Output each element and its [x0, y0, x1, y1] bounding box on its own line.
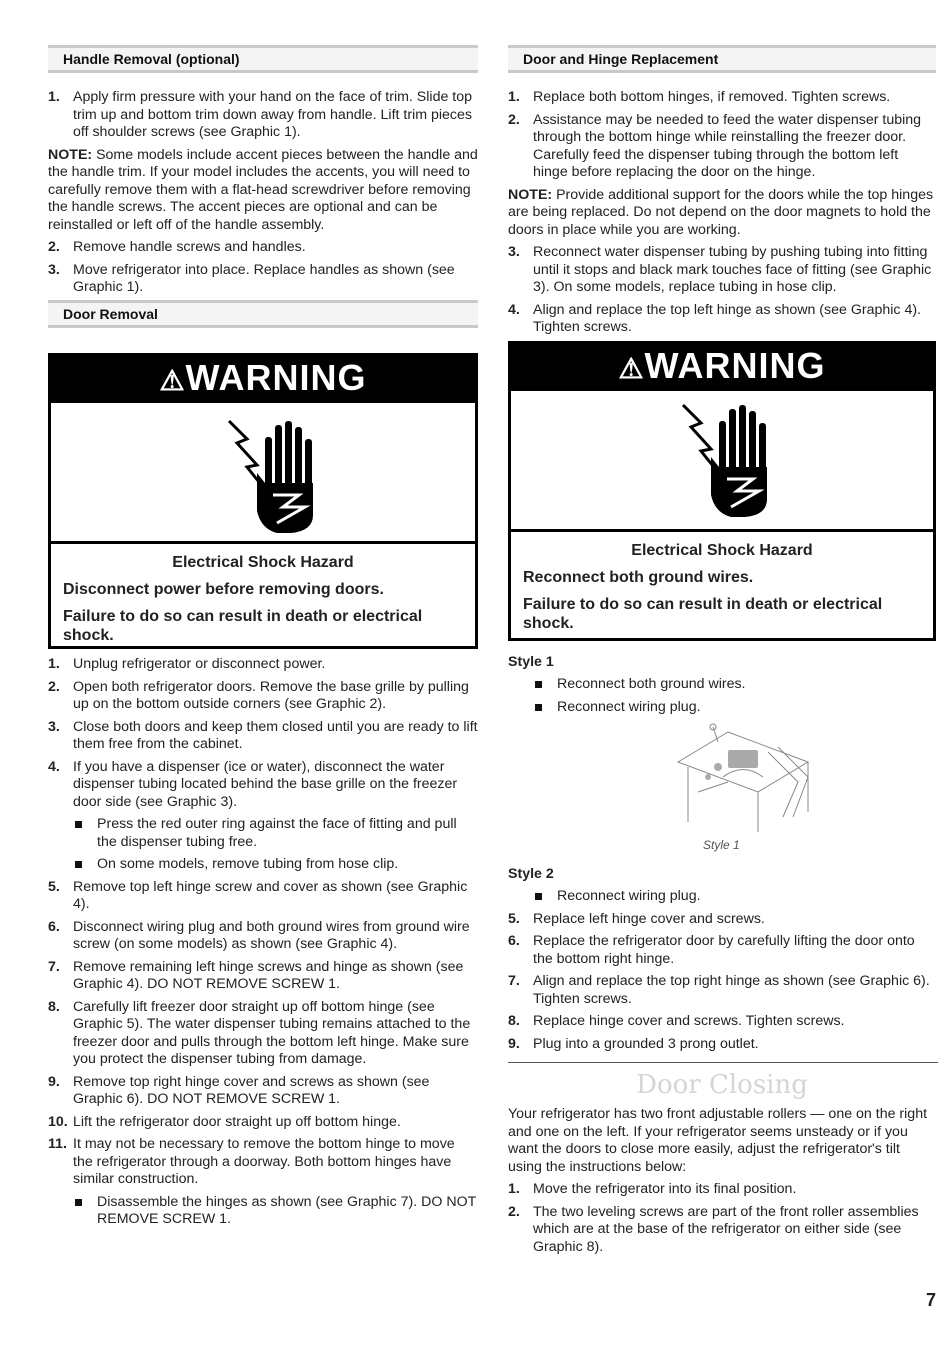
hazard-title: Electrical Shock Hazard: [172, 554, 354, 571]
list-item: 2. Assistance may be needed to feed the water dispenser tubing through the bottom hinge while reinstalling the freezer door. Carefully feed the dispenser tubing through the bottom left hinge before replacing the door on the hinge.: [508, 111, 922, 180]
list-item: 9. Plug into a grounded 3 prong outlet.: [508, 1035, 759, 1052]
warning-box: [508, 341, 936, 641]
shock-hazard-graphic: [511, 391, 933, 532]
style-2-section: [508, 866, 936, 1058]
list-item: 8. Replace hinge cover and screws. Tighten screws.: [508, 1013, 845, 1029]
sub-bullet: On some models, remove tubing from hose clip.: [48, 856, 478, 874]
door-removal-steps: [48, 656, 478, 1234]
list-item: 7. Remove remaining left hinge screws and hinge as shown (see Graphic 4). DO NOT REMOVE SCREW 1.: [48, 958, 464, 992]
sub-bullet: Reconnect both ground wires.: [508, 676, 936, 694]
electric-hand-icon: [51, 403, 475, 541]
list-item: 1. Move the refrigerator into its final position.: [508, 1181, 797, 1197]
list-item: 2. Open both refrigerator doors. Remove the base grille by pulling up on the bottom outside corners (see Graphic 2).: [48, 678, 469, 712]
list-item: 3. Move refrigerator into place. Replace handles as shown (see Graphic 1).: [48, 261, 455, 295]
figure-caption: Style 1: [703, 838, 740, 852]
handle-removal-body: [48, 89, 478, 302]
list-item: 4. Align and replace the top left hinge as shown (see Graphic 4). Tighten screws.: [508, 301, 922, 335]
paragraph: Your refrigerator has two front adjustable rollers — one on the right and one on the left. If your refrigerator seems unsteady or if you want the doors to close more easily, adjust the refrigerator's tilt using the instructions below:: [508, 1106, 928, 1175]
list-item: 7. Align and replace the top right hinge as shown (see Graphic 6). Tighten screws.: [508, 973, 930, 1007]
warning-triangle-icon: ⚠: [618, 353, 645, 384]
section-heading-door-hinge-replacement: Door and Hinge Replacement: [508, 45, 936, 73]
list-item: 8. Carefully lift freezer door straight up off bottom hinge (see Graphic 5). The water dispenser tubing remains attached to the freezer door and pulls through the bottom left hinge. Make sure you protect the dispenser tubing from damage.: [48, 998, 471, 1067]
list-item: 6. Disconnect wiring plug and both ground wires from ground wire screw (on some models) as shown (see Graphic 4).: [48, 918, 470, 952]
note: NOTE: Provide additional support for the doors while the top hinges are being replaced. Do not depend on the door magnets to hold the doors in place while you are working.: [508, 186, 934, 238]
list-item: 4. If you have a dispenser (ice or water), disconnect the water dispenser tubing located behind the base grille on the freezer door side (see Graphic 3).: [48, 758, 458, 810]
list-item: 1. Replace both bottom hinges, if removed. Tighten screws.: [508, 89, 891, 105]
divider: [508, 1062, 938, 1063]
warning-line-1: Disconnect power before removing doors.: [63, 581, 384, 598]
section-heading-handle-removal: Handle Removal (optional): [48, 45, 478, 73]
list-item: 10. Lift the refrigerator door straight up off bottom hinge.: [48, 1113, 401, 1130]
style-1-label: Style 1: [508, 654, 554, 670]
list-item: 1. Apply firm pressure with your hand on the face of trim. Slide top trim up and bottom trim down away from handle. Lift trim pieces off shoulder screws (see Graphic 1).: [48, 89, 473, 140]
door-hinge-body: [508, 89, 936, 342]
sub-bullet: Reconnect wiring plug.: [508, 699, 936, 717]
wiring-plug-illustration: [668, 722, 818, 832]
section-heading-door-closing: Door Closing: [636, 1070, 808, 1100]
sub-bullet: Press the red outer ring against the face of fitting and pull the dispenser tubing free.: [48, 816, 478, 851]
section-heading-door-removal: Door Removal: [48, 300, 478, 328]
warning-line-2: Failure to do so can result in death or electrical shock.: [523, 596, 883, 632]
warning-line-1: Reconnect both ground wires.: [523, 569, 754, 586]
page-number: 7: [925, 1290, 936, 1310]
warning-banner: ⚠WARNING: [51, 356, 475, 403]
style-2-label: Style 2: [508, 866, 554, 882]
list-item: 6. Replace the refrigerator door by carefully lifting the door onto the bottom right hinge.: [508, 933, 915, 967]
list-item: 9. Remove top right hinge cover and screws as shown (see Graphic 6). DO NOT REMOVE SCREW 1.: [48, 1073, 430, 1107]
style-1-section: [508, 654, 936, 721]
list-item: 5. Replace left hinge cover and screws.: [508, 910, 765, 927]
list-item: 1. Unplug refrigerator or disconnect power.: [48, 656, 326, 672]
shock-hazard-graphic: [51, 403, 475, 544]
electric-hand-icon: [511, 391, 933, 529]
sub-bullet: Reconnect wiring plug.: [508, 888, 936, 906]
list-item: 11. It may not be necessary to remove the bottom hinge to move the refrigerator through a doorway. Both bottom hinges have similar construction.: [48, 1136, 455, 1187]
note: NOTE: Some models include accent pieces between the handle and the handle trim. If your model includes the accents, you will need to carefully remove them with a flat-head screwdriver before removing the handle screws. The accent pieces are optional and can be reinstalled or left off of the handle assembly.: [48, 146, 478, 233]
list-item: 3. Reconnect water dispenser tubing by pushing tubing into fitting until it stops and black mark touches face of fitting (see Graphic 3). On some models, replace tubing in hose clip.: [508, 244, 932, 295]
list-item: 5. Remove top left hinge screw and cover as shown (see Graphic 4).: [48, 878, 468, 912]
warning-box: [48, 353, 478, 649]
warning-banner: ⚠WARNING: [511, 344, 933, 391]
sub-bullet: Disassemble the hinges as shown (see Graphic 7). DO NOT REMOVE SCREW 1.: [48, 1194, 478, 1229]
door-closing-section: [508, 1070, 936, 1261]
list-item: 3. Close both doors and keep them closed until you are ready to lift them free from the cabinet.: [48, 718, 478, 752]
hazard-title: Electrical Shock Hazard: [631, 542, 813, 559]
warning-triangle-icon: ⚠: [159, 365, 186, 396]
list-item: 2. The two leveling screws are part of the front roller assemblies which are at the base of the refrigerator on either side (see Graphic 8).: [508, 1203, 919, 1255]
warning-line-2: Failure to do so can result in death or electrical shock.: [63, 608, 423, 644]
list-item: 2. Remove handle screws and handles.: [48, 239, 306, 255]
